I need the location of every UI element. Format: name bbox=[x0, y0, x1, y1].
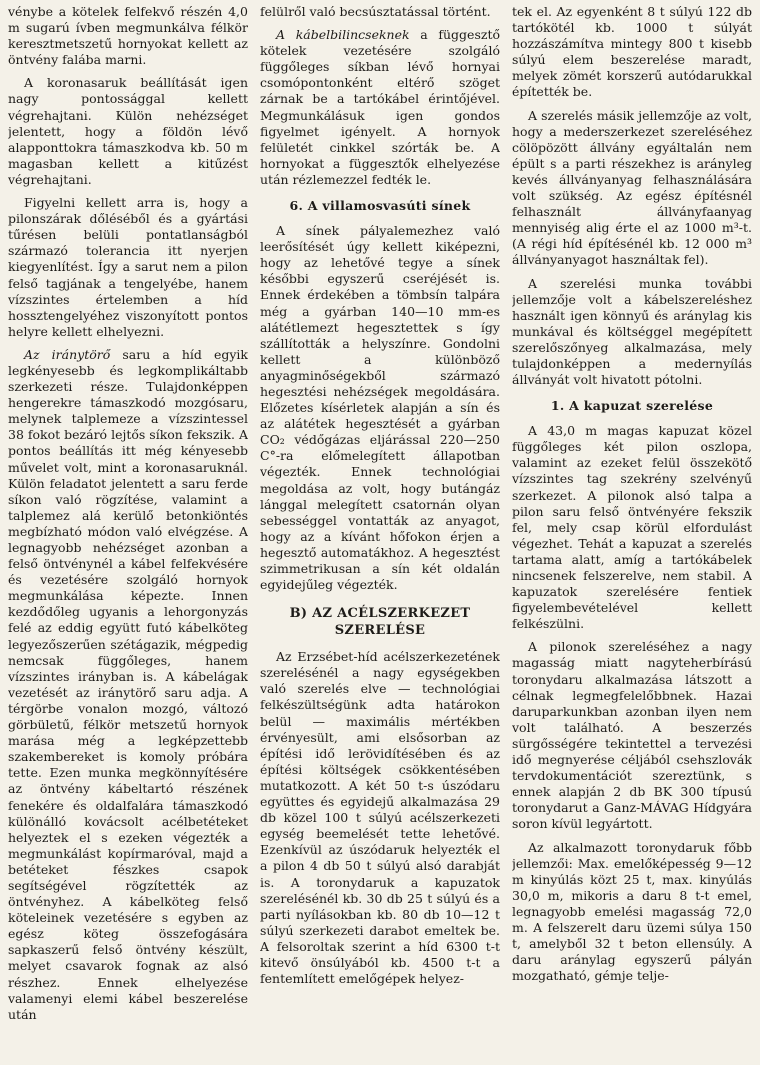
paragraph bbox=[512, 108, 752, 269]
text-run: A sínek pályalemezhez való leerősítését úgy kellett kiképezni, hogy az lehetővé tegye a sínek későbbi egyszerű cseréjését is. Ennek érdekében a tömbsín talpára még a gyárban 140—10 mm-es alátétlemezt hegesztettek s így szállították a helyszínre. Gondolni kellett a különböző anyagminőségekből származó hegesztési nehézségek megoldására. Előzetes kísérletek alapján a sín és az alátétek hegesztését a gyárban CO₂ védőgázas eljárással 220—250 C°-ra előmelegített állapotban végezték. Ennek technológiai megoldása az volt, hogy butángáz lánggal melegített csatornán olyan sebességgel vontatták az anyagot, hogy az a kívánt hőfokon érjen a hegesztő automatákhoz. A hegesztést szimmetrikusan a sín két oldalán egyidejűleg végezték. bbox=[260, 223, 500, 593]
text-run: vénybe a kötelek felfekvő részén 4,0 m sugarú ívben megmunkálva félkör keresztmetszetű hornyokat kellett az öntvény falába marni. bbox=[8, 4, 248, 68]
section-heading: 6. A villamosvasúti sínek bbox=[289, 198, 471, 214]
paragraph bbox=[260, 27, 500, 188]
paragraph bbox=[8, 195, 248, 340]
text-run: Az Erzsébet-híd acélszerkezetének szerelésénél a nagy egységekben való szerelés elve — technológiai felkészültségünk adta határokon belül — maximális mértékben érvényesült, ami elsősorban az építési idő lerövidítésében és az építési költségek csökkentésében mutatkozott. A két 50 t-s úszódaru együttes és egyidejű alkalmazása 29 db közel 100 t súlyú acélszerkezeti egység beemelését tette lehetővé. Ezenkívül az úszódaruk helyezték el a pilon 4 db 50 t súlyú alsó darabját is. A toronydaruk a kapuzatok szerelésénél kb. 30 db 25 t súlyú és a parti nyílásokban kb. 80 db 10—12 t súlyú szerkezeti darabot emeltek be. A felsoroltak szerint a híd 6300 t-t kitevő önsúlyából kb. 4500 t-t a fentemlített emelőgépek helyez- bbox=[260, 649, 500, 987]
paragraph bbox=[8, 347, 248, 1023]
text-run: felülről való becsúsztatással történt. bbox=[260, 4, 491, 19]
text-run: Figyelni kellett arra is, hogy a pilonszárak dőléséből és a gyártási tűrésen belüli pontatlanságból származó tolerancia itt nyerjen kiegyenlítést. Így a sarut nem a pilon felső tagjának a tengelyébe, hanem vízszintes értelemben a híd hossztengelyéhez viszonyított pontos helyre kellett elhelyezni. bbox=[8, 195, 248, 339]
text-run: A 43,0 m magas kapuzat közel függőleges két pilon oszlopa, valamint az ezeket felül összekötő vízszintes tag szekrény szelvényű szerkezet. A pilonok alsó talpa a pilon saru felső öntvényére fekszik fel, mely csap körül elfordulást végezhet. Tehát a kapuzat a szerelés tartama alatt, amíg a tartókábelek nincsenek felszerelve, nem stabil. A kapuzatok szerelésére fentiek figyelembevételével kellett felkészülni. bbox=[512, 423, 752, 632]
paragraph bbox=[512, 276, 752, 389]
text-run: a függesztő kötelek vezetésére szolgáló függőleges síkban lévő hornyai csomópontonként eltérő szöget zárnak be a tartókábel érintőjével. Megmunkálásuk igen gondos figyelmet igényelt. A hornyok felületét cinkkel szórták be. A hornyokat a függesztők elhelyezése után rézlemezzel fedték le. bbox=[260, 27, 500, 187]
section-heading: 1. A kapuzat szerelése bbox=[550, 398, 714, 414]
text-run: saru a híd egyik legkényesebb és legkomplikáltabb szerkezeti része. Tulajdonképpen hengerekre támaszkodó mozgósaru, melynek talplemeze a vízszintessel 38 fokot bezáró lejtős síkon fekszik. A pontos beállítás itt még kényesebb művelet volt, mint a koronasaruknál. Külön feladatot jelentett a saru ferde síkon való rögzítése, valamint a talplemez alá kerülő betonkiöntés megbízható módon való elvégzése. A legnagyobb nehézséget azonban a felső öntvénynél a kábel felfekvésére és vezetésére szolgáló hornyok megmunkálása képezte. Innen kezdődőleg ugyanis a lehorgonyzás felé az eddig együtt futó kábelköteg legyezőszerűen szétágazik, mégpedig nemcsak függőleges, hanem vízszintes irányban is. A kábelágak vezetését az iránytörő saru adja. A térgörbe vonalon mozgó, változó görbületű, félkör metszetű hornyok marása még a legképzettebb szakembereket is komoly próbára tette. Ezen munka megkönnyítésére az öntvény kábeltartó részének fenekére és oldalfalára támaszkodó különálló kovácsolt acélbetéteket helyeztek el s ezeken végezték a megmunkálást kopírmaróval, majd a betéteket fészkes csapok segítségével rögzítették az öntvényhez. A kábelköteg felső köteleinek vezetésére s egyben az egész köteg összefogására sapkaszerű felső öntvény készült, melyet csavarok fognak az alsó részhez. Ennek elhelyezése valamenyi elemi kábel beszerelése után bbox=[8, 346, 248, 1022]
italic-term: Az iránytörő bbox=[24, 346, 111, 362]
paragraph bbox=[512, 4, 752, 101]
paragraph bbox=[8, 4, 248, 68]
italic-term: A kábelbilincseknek bbox=[276, 27, 410, 43]
text-run: A koronasaruk beállítását igen nagy pontossággal kellett végrehajtani. Külön nehézséget jelentett, hogy a földön lévő alapponttokra támaszkodva kb. 50 m magasban kellett a kitűzést végrehajtani. bbox=[8, 75, 248, 187]
paragraph bbox=[260, 649, 500, 987]
paragraph bbox=[260, 4, 500, 20]
paragraph bbox=[8, 75, 248, 188]
paragraph bbox=[512, 840, 752, 985]
text-run: A pilonok szereléséhez a nagy magasság miatt nagyteherbírású toronydaru alkalmazása látszott a célnak legmegfelelőbbnek. Hazai daruparkunkban azonban ilyen nem volt található. A beszerzés sürgősségére tekintettel a tervezési idő megnyerése céljából csehszlovák tervdokumentációt szereztünk, s ennek alapján 2 db BK 300 típusú toronydarut a Ganz-MÁVAG Hídgyára soron kívül legyártott. bbox=[512, 639, 752, 832]
text-run: A szerelés másik jellemzője az volt, hogy a mederszerkezet szereléséhez cölöpözött állvány egyáltalán nem épült s a parti részekhez is arányleg kevés állványanyag felhasználására volt szükség. Az egész építésnél felhasznált állványfaanyag mennyiség alig érte el az 1000 m³-t. (A régi híd építésénél kb. 12 000 m³ állványanyagot használtak fel). bbox=[512, 107, 752, 268]
text-run: tek el. Az egyenként 8 t súlyú 122 db tartókötél kb. 1000 t súlyát hozzászámítva mintegy 800 t kisebb súlyú elem beszerelése maradt, melyek zömét korszerű autódarukkal építették be. bbox=[512, 4, 752, 100]
text-column-3 bbox=[512, 4, 752, 1065]
text-run: A szerelési munka további jellemzője volt a kábelszereléshez használt igen könnyű és aránylag kis munkával és költséggel megépített szerelőszőnyeg alkalmazása, mely tulajdonképpen a medernyílás állványát volt hivatott pótolni. bbox=[512, 275, 752, 388]
paragraph bbox=[260, 223, 500, 593]
text-column-1 bbox=[8, 4, 248, 1065]
text-run: Az alkalmazott toronydaruk főbb jellemzői: Max. emelőképesség 9—12 m kinyúlás közt 25 t, max. kinyúlás 30,0 m, mikoris a daru 8 t-t emel, legnagyobb emelési magasság 72,0 m. A felszerelt daru üzemi súlya 150 t, amelyből 32 t beton ellensúly. A daru aránylag egyszerű pályán mozgatható, gémje telje- bbox=[512, 839, 752, 984]
text-column-2 bbox=[260, 4, 500, 1065]
paragraph bbox=[512, 423, 752, 632]
section-heading: B) AZ ACÉLSZERKEZET SZERELÉSE bbox=[289, 606, 471, 639]
paragraph bbox=[512, 639, 752, 832]
